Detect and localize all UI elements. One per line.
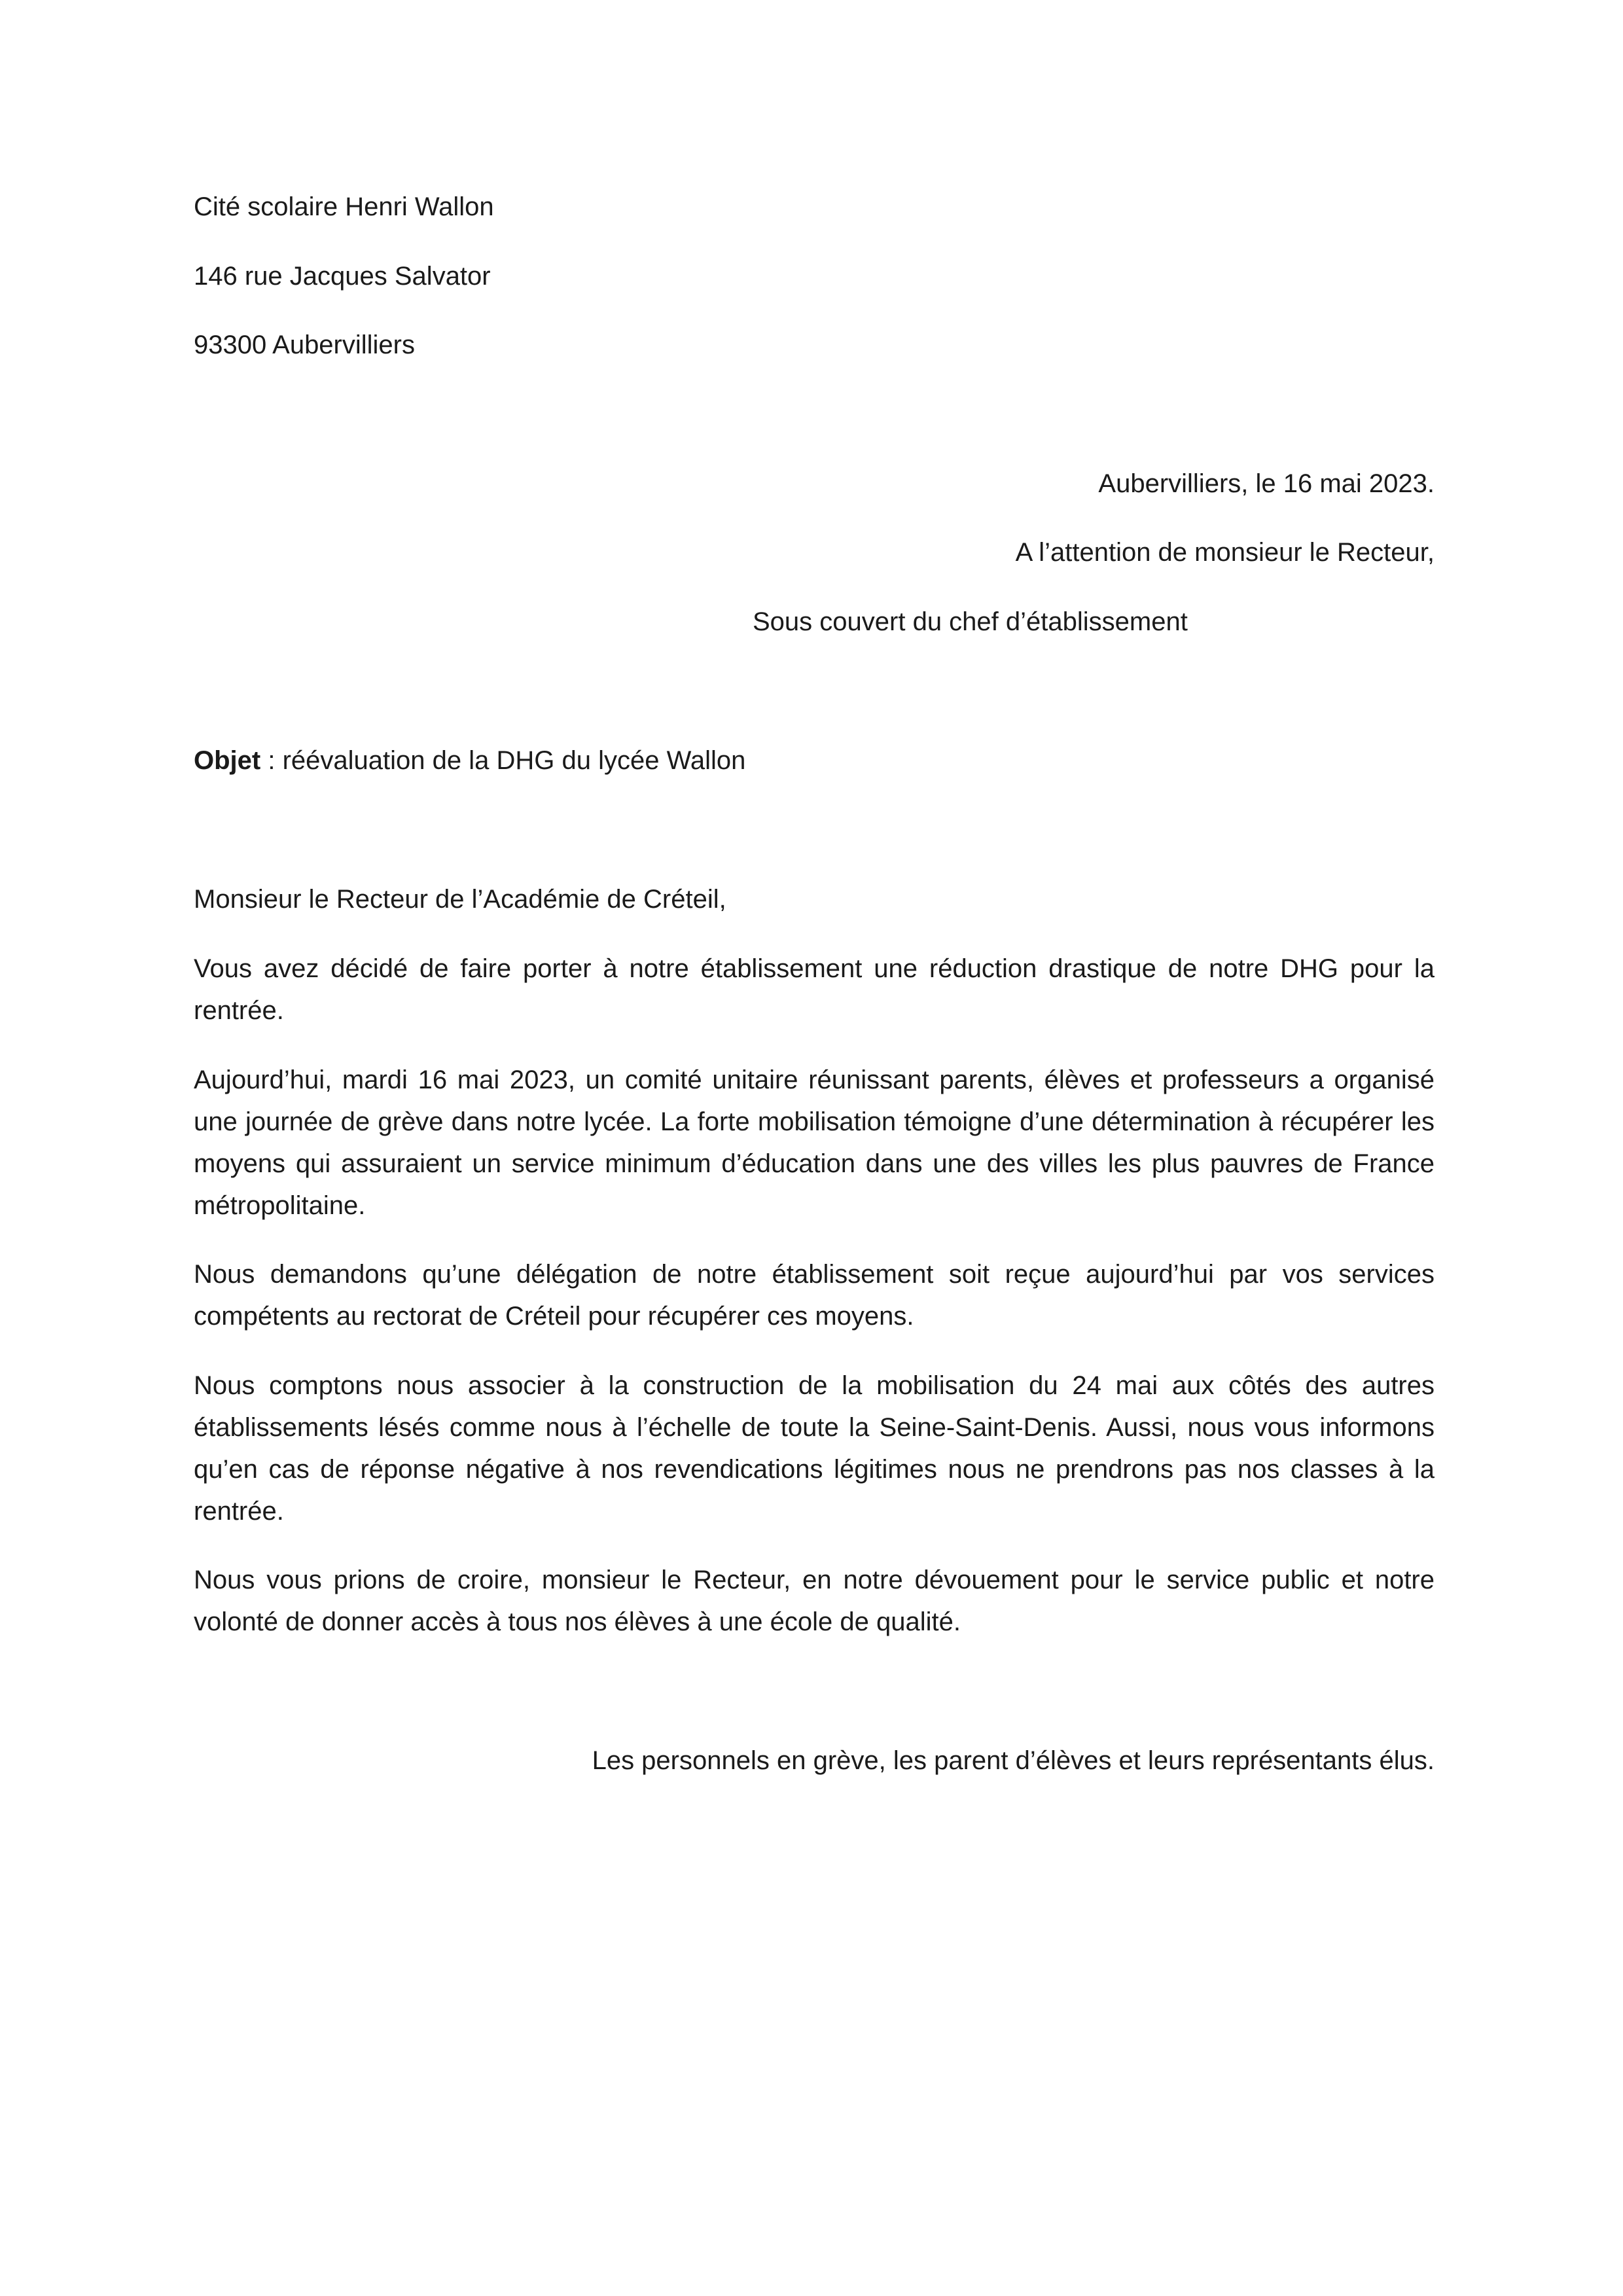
via-line: Sous couvert du chef d’établissement — [753, 607, 1188, 636]
body-paragraph-4: Nous comptons nous associer à la construction de la mobilisation du 24 mai aux côtés des autres établissements lésés comme nous à l’échelle de toute la Seine-Saint-Denis. Aussi, nous vous informons qu’en cas de réponse négative à nos revendications légitimes nous ne prendrons pas nos classes à la rentrée. — [194, 1371, 1435, 1526]
body-paragraph-1: Vous avez décidé de faire porter à notre établissement une réduction drastique de notre DHG pour la rentrée. — [194, 954, 1435, 1025]
signature: Les personnels en grève, les parent d’élèves et leurs représentants élus. — [592, 1746, 1435, 1775]
body-paragraph-2: Aujourd’hui, mardi 16 mai 2023, un comité unitaire réunissant parents, élèves et professeurs a organisé une journée de grève dans notre lycée. La forte mobilisation témoigne d’une détermination à récupérer les moyens qui assuraient un service minimum d’éducation dans une des villes les plus pauvres de France métropolitaine. — [194, 1066, 1435, 1220]
sender-name: Cité scolaire Henri Wallon — [194, 192, 494, 221]
subject-label: Objet — [194, 746, 261, 775]
subject-separator: : — [260, 746, 283, 775]
place-date: Aubervilliers, le 16 mai 2023. — [1098, 469, 1435, 498]
subject-line — [194, 740, 745, 781]
body-paragraph-3: Nous demandons qu’une délégation de notre établissement soit reçue aujourd’hui par vos services compétents au rectorat de Créteil pour récupérer ces moyens. — [194, 1260, 1435, 1331]
salutation: Monsieur le Recteur de l’Académie de Créteil, — [194, 885, 726, 914]
sender-city: 93300 Aubervilliers — [194, 331, 415, 359]
attention-line: A l’attention de monsieur le Recteur, — [1015, 538, 1435, 567]
subject-text: réévaluation de la DHG du lycée Wallon — [282, 746, 746, 775]
body-paragraph-5: Nous vous prions de croire, monsieur le Recteur, en notre dévouement pour le service public et notre volonté de donner accès à tous nos élèves à une école de qualité. — [194, 1566, 1435, 1636]
sender-street: 146 rue Jacques Salvator — [194, 262, 491, 291]
